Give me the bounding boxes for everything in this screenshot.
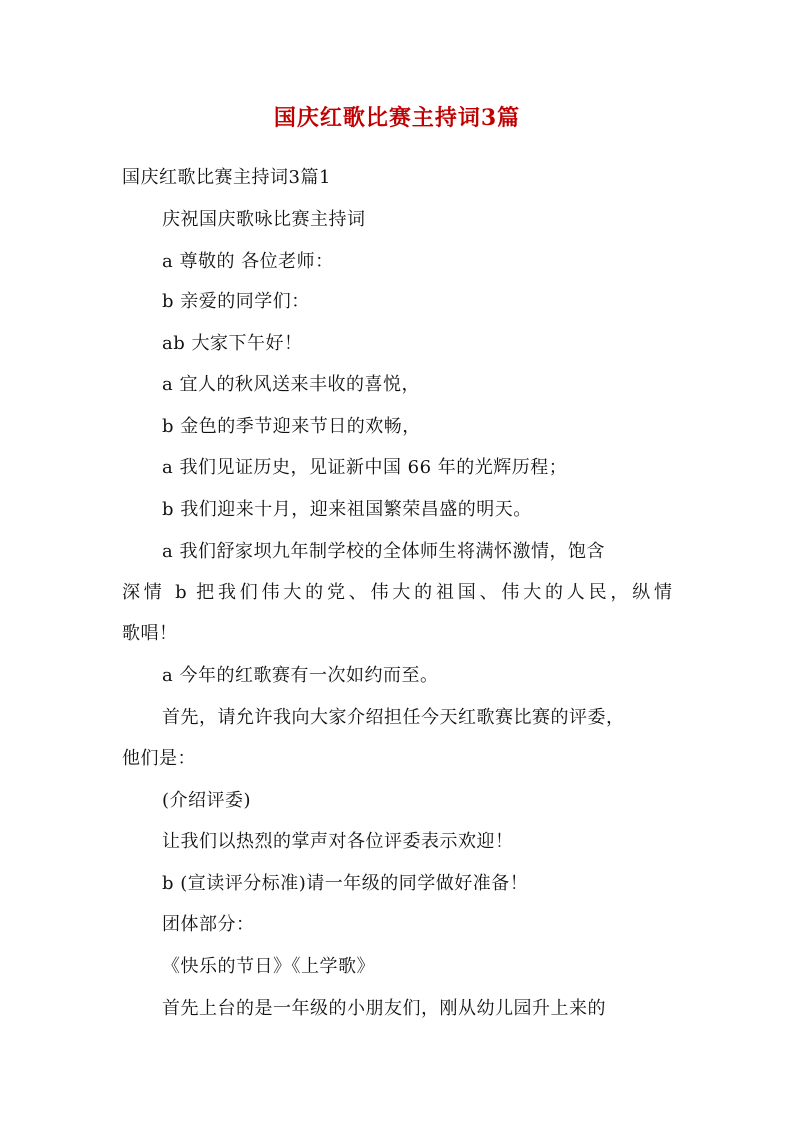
paragraph-line: b 金色的季节迎来节日的欢畅， xyxy=(162,416,421,437)
paragraph-line: 庆祝国庆歌咏比赛主持词 xyxy=(162,209,366,230)
paragraph-line: 首先，请允许我向大家介绍担任今天红歌赛比赛的评委， xyxy=(162,707,625,728)
paragraph-line: 团体部分： xyxy=(162,914,255,935)
paragraph-line: a 今年的红歌赛有一次如约而至。 xyxy=(162,665,439,686)
paragraph-line: a 我们见证历史，见证新中国 66 年的光辉历程； xyxy=(162,457,568,478)
paragraph-line: a 尊敬的 各位老师： xyxy=(162,251,334,272)
paragraph-line: b (宣读评分标准)请一年级的同学做好准备！ xyxy=(162,873,529,894)
paragraph-line: 首先上台的是一年级的小朋友们，刚从幼儿园升上来的 xyxy=(162,998,606,1019)
paragraph-line: a 我们舒家坝九年制学校的全体师生将满怀激情，饱含 xyxy=(162,541,605,562)
paragraph-line: 让我们以热烈的掌声对各位评委表示欢迎！ xyxy=(162,831,514,852)
paragraph-line: 歌唱！ xyxy=(122,623,178,644)
paragraph-line: ab 大家下午好！ xyxy=(162,333,303,354)
paragraph-line: 他们是： xyxy=(122,748,196,769)
paragraph-line: a 宜人的秋风送来丰收的喜悦， xyxy=(162,374,420,395)
document-title: 国庆红歌比赛主持词3篇 xyxy=(273,105,521,131)
section-heading: 国庆红歌比赛主持词3篇1 xyxy=(122,167,331,188)
paragraph-line: (介绍评委) xyxy=(162,790,252,811)
paragraph-line: 《快乐的节日》《上学歌》 xyxy=(162,956,375,977)
paragraph-line: b 亲爱的同学们： xyxy=(162,291,310,312)
paragraph-line: 深情 b 把我们伟大的党、伟大的祖国、伟大的人民，纵情 xyxy=(122,582,672,603)
paragraph-line: b 我们迎来十月，迎来祖国繁荣昌盛的明天。 xyxy=(162,499,532,520)
